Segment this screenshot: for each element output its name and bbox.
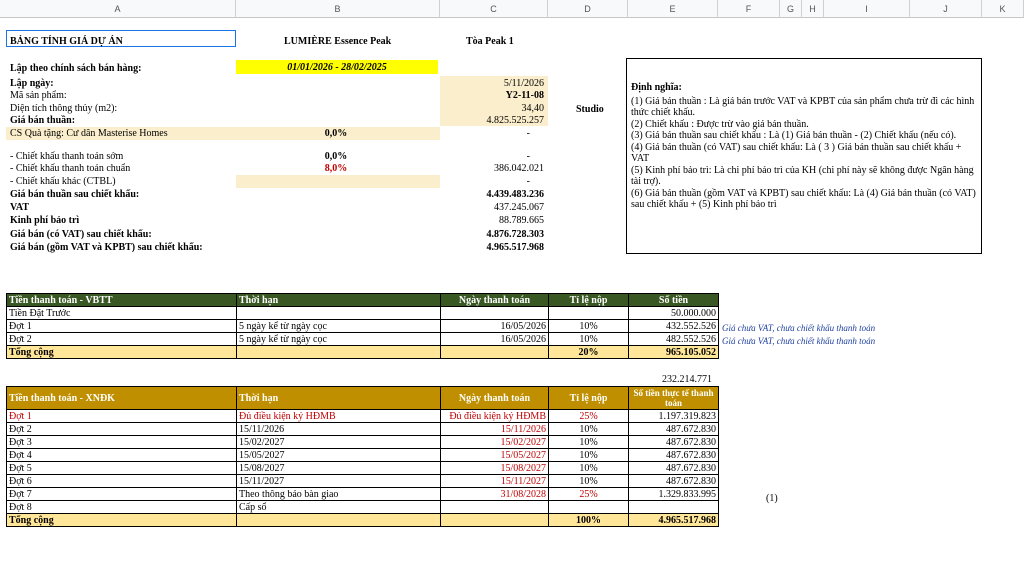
- definitions-box: [626, 58, 982, 254]
- table-row: [7, 501, 719, 514]
- xndk-total-row: [7, 514, 719, 527]
- date-label: Lập ngày:: [10, 78, 54, 89]
- std-discount-value: 386.042.021: [494, 163, 544, 174]
- xndk-cell[interactable]: 25%: [549, 410, 629, 423]
- vbtt-note: Giá chưa VAT, chưa chiết khấu thanh toán: [722, 323, 876, 333]
- vbtt-header-cell: Số tiền: [629, 294, 719, 307]
- price-full-value: 4.965.517.968: [486, 242, 544, 253]
- definition-line: (2) Chiết khấu : Được trừ vào giá bán thuần.: [631, 118, 809, 130]
- price-vat-label: Giá bán (có VAT) sau chiết khấu:: [10, 229, 152, 240]
- table-row: [7, 475, 719, 488]
- table-row: [7, 333, 719, 346]
- xndk-cell[interactable]: 15/11/2027: [237, 475, 441, 488]
- xndk-cell[interactable]: [237, 514, 441, 527]
- net-price-label: Giá bán thuần:: [10, 115, 76, 126]
- std-discount-pct[interactable]: 8,0%: [324, 163, 348, 174]
- xndk-cell[interactable]: Đủ điều kiện ký HĐMB: [237, 410, 441, 423]
- column-header-f[interactable]: F: [718, 0, 780, 18]
- vbtt-cell[interactable]: 5 ngày kể từ ngày cọc: [237, 320, 441, 333]
- gift-pct[interactable]: 0,0%: [324, 128, 348, 139]
- early-discount-label: - Chiết khấu thanh toán sớm: [10, 151, 124, 162]
- xndk-cell[interactable]: 1.329.833.995: [629, 488, 719, 501]
- vbtt-cell[interactable]: [237, 346, 441, 359]
- xndk-cell[interactable]: [441, 501, 549, 514]
- column-header-c[interactable]: C: [440, 0, 548, 18]
- vbtt-total-value[interactable]: 965.105.052: [629, 346, 719, 359]
- vbtt-header-row: [7, 294, 719, 307]
- vbtt-cell[interactable]: Đợt 1: [7, 320, 237, 333]
- vat-value: 437.245.067: [494, 202, 544, 213]
- early-discount-pct[interactable]: 0,0%: [324, 151, 348, 162]
- project-name: LUMIÈRE Essence Peak: [284, 36, 392, 47]
- after-discount-value: 4.439.483.236: [486, 189, 544, 200]
- vbtt-cell[interactable]: 432.552.526: [629, 320, 719, 333]
- vbtt-cell[interactable]: 50.000.000: [629, 307, 719, 320]
- table-row: [7, 410, 719, 423]
- gift-value: -: [526, 128, 530, 139]
- vbtt-total-row: [7, 346, 719, 359]
- xndk-cell[interactable]: 487.672.830: [629, 449, 719, 462]
- xndk-header-cell: Tỉ lệ nộp: [549, 387, 629, 410]
- column-header-a[interactable]: A: [0, 0, 236, 18]
- xndk-total-label[interactable]: Tổng cộng: [7, 514, 237, 527]
- price-full-label: Giá bán (gồm VAT và KPBT) sau chiết khấu:: [10, 242, 203, 253]
- area-value[interactable]: 34,40: [521, 103, 544, 114]
- xndk-cell[interactable]: 15/02/2027: [237, 436, 441, 449]
- definition-line: (3) Giá bán thuần sau chiết khấu : Là (1) Giá bán thuần - (2) Chiết khấu (nếu có).: [631, 130, 957, 141]
- xndk-cell[interactable]: 10%: [549, 462, 629, 475]
- code-label: Mã sản phẩm:: [10, 90, 67, 101]
- policy-value: 01/01/2026 - 28/02/2025: [287, 62, 387, 73]
- xndk-cell[interactable]: 487.672.830: [629, 423, 719, 436]
- vbtt-cell[interactable]: 16/05/2026: [441, 333, 549, 346]
- column-header-g[interactable]: G: [780, 0, 802, 18]
- other-discount-fill: [236, 175, 440, 188]
- extra-value[interactable]: 232.214.771: [662, 374, 712, 385]
- vbtt-cell[interactable]: [441, 346, 549, 359]
- definition-line: (6) Giá bán thuần (gồm VAT và KPBT) sau chiết khấu: Là (4) Giá bán thuần (có VAT) sau chiết khấu + (5) Kinh phí bảo trì: [631, 187, 976, 210]
- vbtt-header-cell: Tiền thanh toán - VBTT: [7, 294, 237, 307]
- column-header-k[interactable]: K: [982, 0, 1024, 18]
- vbtt-cell[interactable]: [441, 307, 549, 320]
- price-vat-value: 4.876.728.303: [486, 229, 544, 240]
- table-row: [7, 423, 719, 436]
- xndk-cell[interactable]: [549, 501, 629, 514]
- vbtt-cell[interactable]: 482.552.526: [629, 333, 719, 346]
- code-value[interactable]: Y2-11-08: [505, 90, 544, 101]
- vbtt-cell[interactable]: 10%: [549, 333, 629, 346]
- column-header-e[interactable]: E: [628, 0, 718, 18]
- other-discount-label: - Chiết khấu khác (CTBL): [10, 176, 116, 187]
- maintenance-label: Kinh phí bảo trì: [10, 215, 80, 226]
- definitions-title: Định nghĩa:: [631, 82, 682, 93]
- xndk-cell[interactable]: Đợt 6: [7, 475, 237, 488]
- xndk-cell[interactable]: Đợt 5: [7, 462, 237, 475]
- xndk-cell[interactable]: 15/05/2027: [237, 449, 441, 462]
- xndk-cell[interactable]: Đợt 3: [7, 436, 237, 449]
- xndk-cell[interactable]: Đợt 4: [7, 449, 237, 462]
- gift-label: CS Quà tặng: Cư dân Masterise Homes: [10, 128, 168, 139]
- xndk-cell[interactable]: 15/08/2027: [441, 462, 549, 475]
- xndk-cell[interactable]: 15/02/2027: [441, 436, 549, 449]
- net-price-value[interactable]: 4.825.525.257: [486, 115, 544, 126]
- definition-line: (5) Kinh phí bảo trì: Là chi phí bảo trì của KH (chi phí này sẽ không được Ngân hàng tài trợ).: [631, 164, 974, 187]
- vbtt-note: Giá chưa VAT, chưa chiết khấu thanh toán: [722, 336, 876, 346]
- column-header-b[interactable]: B: [236, 0, 440, 18]
- vbtt-cell[interactable]: Tiền Đặt Trước: [7, 307, 237, 320]
- vbtt-header-cell: Thời hạn: [237, 294, 441, 307]
- table-row: [7, 436, 719, 449]
- xndk-cell[interactable]: 1.197.319.823: [629, 410, 719, 423]
- xndk-cell[interactable]: 10%: [549, 475, 629, 488]
- xndk-cell[interactable]: Theo thông báo bàn giao: [237, 488, 441, 501]
- maintenance-value: 88.789.665: [499, 215, 544, 226]
- xndk-cell[interactable]: [441, 514, 549, 527]
- xndk-cell[interactable]: 10%: [549, 423, 629, 436]
- xndk-cell[interactable]: 15/05/2027: [441, 449, 549, 462]
- vbtt-header-cell: Ngày thanh toán: [441, 294, 549, 307]
- xndk-cell[interactable]: Đủ điều kiện ký HĐMB: [441, 410, 549, 423]
- vbtt-table: [6, 293, 719, 359]
- sheet-title: BẢNG TÍNH GIÁ DỰ ÁN: [10, 36, 123, 47]
- after-discount-label: Giá bán thuần sau chiết khấu:: [10, 189, 140, 200]
- other-discount-value: -: [526, 176, 530, 187]
- xndk-cell[interactable]: Đợt 8: [7, 501, 237, 514]
- vat-label: VAT: [10, 202, 30, 213]
- xndk-header-cell: Số tiền thực tế thanh toán: [629, 387, 719, 410]
- vbtt-cell[interactable]: Đợt 2: [7, 333, 237, 346]
- xndk-cell[interactable]: 15/11/2026: [237, 423, 441, 436]
- xndk-header-cell: Tiền thanh toán - XNĐK: [7, 387, 237, 410]
- column-header-d[interactable]: D: [548, 0, 628, 18]
- early-discount-value: -: [526, 151, 530, 162]
- area-label: Diện tích thông thủy (m2):: [10, 103, 118, 114]
- unit-type: Studio: [576, 104, 604, 115]
- xndk-cell[interactable]: 487.672.830: [629, 462, 719, 475]
- xndk-cell[interactable]: Đợt 1: [7, 410, 237, 423]
- vbtt-cell[interactable]: 5 ngày kể từ ngày cọc: [237, 333, 441, 346]
- table-row: [7, 307, 719, 320]
- vbtt-cell[interactable]: [237, 307, 441, 320]
- xndk-cell[interactable]: 15/08/2027: [237, 462, 441, 475]
- date-value[interactable]: 5/11/2026: [503, 78, 544, 89]
- xndk-cell[interactable]: 10%: [549, 449, 629, 462]
- std-discount-label: - Chiết khấu thanh toán chuẩn: [10, 163, 131, 174]
- vbtt-cell[interactable]: 16/05/2026: [441, 320, 549, 333]
- tower-name: Tòa Peak 1: [466, 36, 514, 47]
- xndk-total-value[interactable]: 4.965.517.968: [629, 514, 719, 527]
- table-row: [7, 320, 719, 333]
- table-row: [7, 488, 719, 501]
- xndk-cell[interactable]: Đợt 2: [7, 423, 237, 436]
- xndk-cell[interactable]: Cấp sổ: [237, 501, 441, 514]
- table-row: [7, 449, 719, 462]
- column-header-i[interactable]: I: [824, 0, 910, 18]
- column-header-j[interactable]: J: [910, 0, 982, 18]
- policy-label: Lập theo chính sách bán hàng:: [10, 63, 142, 74]
- column-header-h[interactable]: H: [802, 0, 824, 18]
- vbtt-total-pct[interactable]: 20%: [549, 346, 629, 359]
- xndk-table: [6, 386, 719, 527]
- xndk-cell[interactable]: [629, 501, 719, 514]
- xndk-header-row: [7, 387, 719, 410]
- xndk-cell[interactable]: 31/08/2028: [441, 488, 549, 501]
- xndk-cell[interactable]: 10%: [549, 436, 629, 449]
- vbtt-cell[interactable]: [549, 307, 629, 320]
- xndk-cell[interactable]: 15/11/2026: [441, 423, 549, 436]
- xndk-cell[interactable]: Đợt 7: [7, 488, 237, 501]
- xndk-total-pct[interactable]: 100%: [549, 514, 629, 527]
- xndk-cell[interactable]: 25%: [549, 488, 629, 501]
- xndk-cell[interactable]: 15/11/2027: [441, 475, 549, 488]
- policy-cell[interactable]: [236, 60, 438, 74]
- definition-line: (1) Giá bán thuần : Là giá bán trước VAT và KPBT của sản phẩm chưa trừ đi các hình thức chiết khấu.: [631, 95, 975, 118]
- xndk-cell[interactable]: 487.672.830: [629, 475, 719, 488]
- vbtt-cell[interactable]: 10%: [549, 320, 629, 333]
- xndk-header-cell: Ngày thanh toán: [441, 387, 549, 410]
- definition-line: (4) Giá bán thuần (có VAT) sau chiết khấu: Là ( 3 ) Giá bán thuần sau chiết khấu + VAT: [631, 141, 962, 164]
- vbtt-header-cell: Tỉ lệ nộp: [549, 294, 629, 307]
- footnote-marker: (1): [766, 493, 778, 504]
- vbtt-total-label[interactable]: Tổng cộng: [7, 346, 237, 359]
- table-row: [7, 462, 719, 475]
- xndk-cell[interactable]: 487.672.830: [629, 436, 719, 449]
- xndk-header-cell: Thời hạn: [237, 387, 441, 410]
